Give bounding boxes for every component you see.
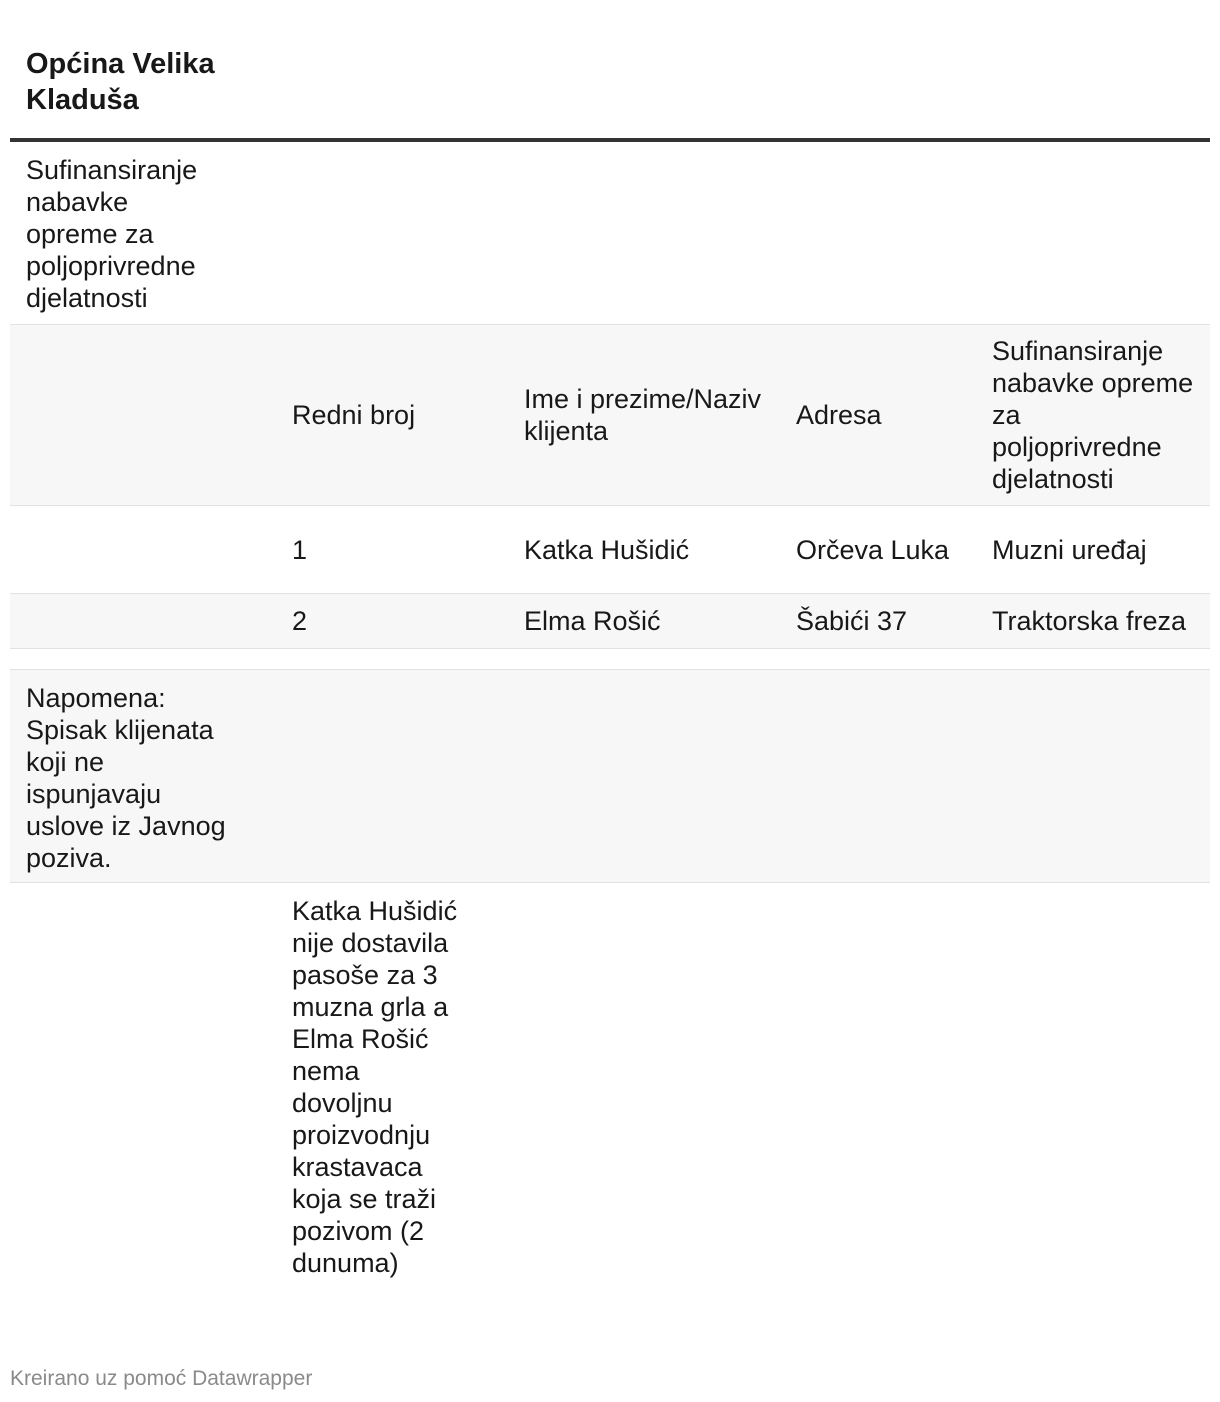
note-label-cell — [10, 670, 276, 883]
column-header-row — [10, 325, 1210, 506]
note-text: Katka Hušidić nije dostavila pasoše za 3 muzna grla a Elma Rošić nema dovoljnu proizvodnju krastavaca koja se traži pozivom (2 dunuma) — [292, 896, 458, 1278]
cell-oprema: Traktorska freza — [976, 594, 1210, 649]
header-oprema: Sufinansiranje nabavke opreme za poljoprivredne djelatnosti — [976, 325, 1210, 506]
data-table — [10, 0, 1210, 1279]
datawrapper-table-container — [10, 0, 1210, 1279]
note-text-cell — [276, 883, 508, 1280]
cell-oprema: Muzni uređaj — [976, 506, 1210, 594]
table-row — [10, 594, 1210, 649]
cell-redni-broj: 2 — [276, 594, 508, 649]
table-subtitle: Sufinansiranje nabavke opreme za poljoprivredne djelatnosti — [26, 155, 198, 313]
subtitle-row — [10, 140, 1210, 325]
header-redni-broj: Redni broj — [276, 325, 508, 506]
header-ime: Ime i prezime/Naziv klijenta — [508, 325, 780, 506]
table-title-row — [10, 0, 1210, 140]
note-explanation-row — [10, 883, 1210, 1280]
cell-ime: Elma Rošić — [508, 594, 780, 649]
note-row — [10, 670, 1210, 883]
note-label: Napomena: Spisak klijenata koji ne ispunjavaju uslove iz Javnog poziva. — [26, 683, 226, 873]
spacer-row — [10, 649, 1210, 670]
cell-redni-broj: 1 — [276, 506, 508, 594]
cell-ime: Katka Hušidić — [508, 506, 780, 594]
header-adresa: Adresa — [780, 325, 976, 506]
table-title-cell — [10, 0, 276, 140]
subtitle-cell — [10, 140, 276, 325]
cell-adresa: Orčeva Luka — [780, 506, 976, 594]
table-row — [10, 506, 1210, 594]
datawrapper-credit[interactable]: Kreirano uz pomoć Datawrapper — [10, 1367, 313, 1390]
cell-adresa: Šabići 37 — [780, 594, 976, 649]
table-title: Općina Velika Kladuša — [26, 48, 215, 116]
